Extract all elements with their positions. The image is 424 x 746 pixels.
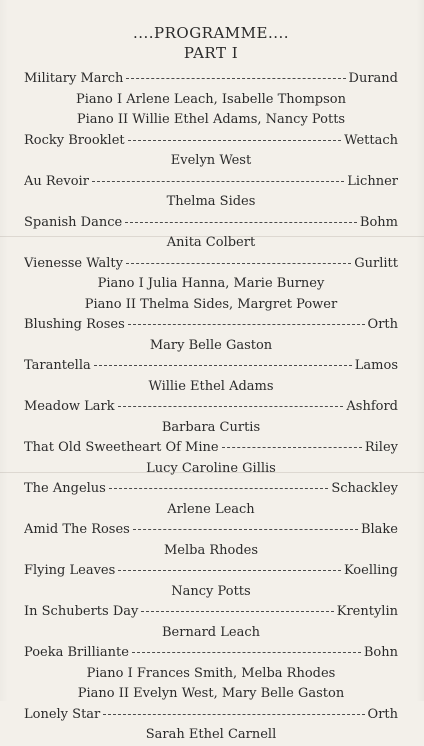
programme-piece-row: [24, 356, 398, 377]
piece-title: Au Revoir: [24, 173, 89, 189]
piece-composer: Krentylin: [336, 604, 398, 619]
piece-composer: Koelling: [343, 563, 398, 578]
performer-line: Willie Ethel Adams: [148, 378, 274, 394]
dotted-leader: [133, 529, 358, 530]
programme-piece-row: [24, 131, 398, 152]
piece-composer: Gurlitt: [354, 255, 398, 271]
piece-composer: Ashford: [346, 399, 398, 414]
performer-line: Thelma Sides: [166, 194, 256, 209]
performer-line: Lucy Caroline Gillis: [146, 460, 276, 476]
piece-composer: Wettach: [344, 132, 398, 148]
piece-composer: Durand: [348, 71, 398, 86]
piece-title: Lonely Star: [24, 706, 101, 722]
dotted-leader: [92, 181, 344, 182]
dotted-leader: [126, 263, 351, 264]
paper-fold-line: [0, 236, 424, 237]
piece-title: Poeka Brilliante: [24, 645, 129, 660]
dotted-leader: [94, 365, 352, 366]
piece-title: Military March: [24, 71, 124, 86]
piece-composer: Lamos: [354, 358, 398, 373]
piece-title: Rocky Brooklet: [24, 132, 125, 148]
programme-piece-row: [24, 69, 398, 90]
piece-composer: Blake: [360, 522, 398, 537]
performer-line: Melba Rhodes: [163, 542, 259, 558]
piece-title: Meadow Lark: [24, 399, 115, 414]
performer-line: Piano II Willie Ethel Adams, Nancy Potts: [76, 112, 346, 127]
performer-line: Arlene Leach: [167, 501, 255, 517]
dotted-leader: [118, 406, 344, 407]
piece-title: Tarantella: [24, 358, 91, 373]
programme-piece-row: [24, 643, 398, 664]
dotted-leader: [126, 78, 345, 79]
performer-line: Mary Belle Gaston: [149, 337, 273, 353]
dotted-leader: [103, 714, 364, 715]
piece-title: The Angelus: [24, 481, 106, 496]
part-heading: PART I: [183, 44, 239, 62]
programme-piece-row: [24, 315, 398, 336]
dotted-leader: [118, 570, 341, 571]
performer-line: Evelyn West: [170, 153, 252, 168]
programme-list: [24, 69, 398, 746]
dotted-leader: [132, 652, 361, 653]
performer-line: Nancy Potts: [171, 583, 251, 599]
piece-title: Vienesse Walty: [24, 255, 123, 271]
performer-line: Anita Colbert: [166, 235, 256, 250]
programme-piece-row: [24, 438, 398, 459]
performer-line: Piano I Arlene Leach, Isabelle Thompson: [75, 91, 346, 107]
programme-piece-row: [24, 561, 398, 582]
piece-title: Spanish Dance: [24, 214, 123, 230]
piece-title: Flying Leaves: [24, 563, 116, 578]
programme-piece-row: [24, 397, 398, 418]
programme-title: ....PROGRAMME....: [132, 24, 290, 42]
performer-line: Barbara Curtis: [161, 419, 261, 435]
piece-composer: Orth: [367, 706, 398, 722]
dotted-leader: [125, 222, 357, 223]
piece-composer: Riley: [364, 440, 398, 455]
paper-fold-line: [0, 472, 424, 473]
dotted-leader: [128, 324, 365, 325]
programme-piece-row: [24, 213, 398, 234]
programme-piece-row: [24, 602, 398, 623]
dotted-leader: [222, 447, 362, 448]
programme-piece-row: [24, 479, 398, 500]
performer-line: Piano I Julia Hanna, Marie Burney: [97, 276, 325, 291]
piece-composer: Orth: [367, 317, 398, 332]
programme-piece-row: [24, 705, 398, 726]
dotted-leader: [141, 611, 333, 612]
performer-line: Piano I Frances Smith, Melba Rhodes: [86, 665, 336, 681]
piece-composer: Lichner: [347, 173, 398, 189]
dotted-leader: [109, 488, 328, 489]
piece-composer: Schackley: [331, 481, 398, 496]
programme-piece-row: [24, 254, 398, 275]
programme-piece-row: [24, 172, 398, 193]
piece-composer: Bohn: [363, 645, 398, 660]
piece-title: Amid The Roses: [24, 522, 130, 537]
performer-line: Bernard Leach: [162, 624, 260, 640]
piece-composer: Bohm: [359, 214, 398, 230]
dotted-leader: [128, 140, 342, 141]
piece-title: In Schuberts Day: [24, 604, 139, 619]
piece-title: Blushing Roses: [24, 317, 125, 332]
piece-title: That Old Sweetheart Of Mine: [24, 440, 219, 455]
performer-line: Piano II Thelma Sides, Margret Power: [84, 296, 338, 312]
performer-line: Sarah Ethel Carnell: [145, 727, 277, 742]
performer-line: Piano II Evelyn West, Mary Belle Gaston: [77, 686, 345, 701]
programme-piece-row: [24, 520, 398, 541]
